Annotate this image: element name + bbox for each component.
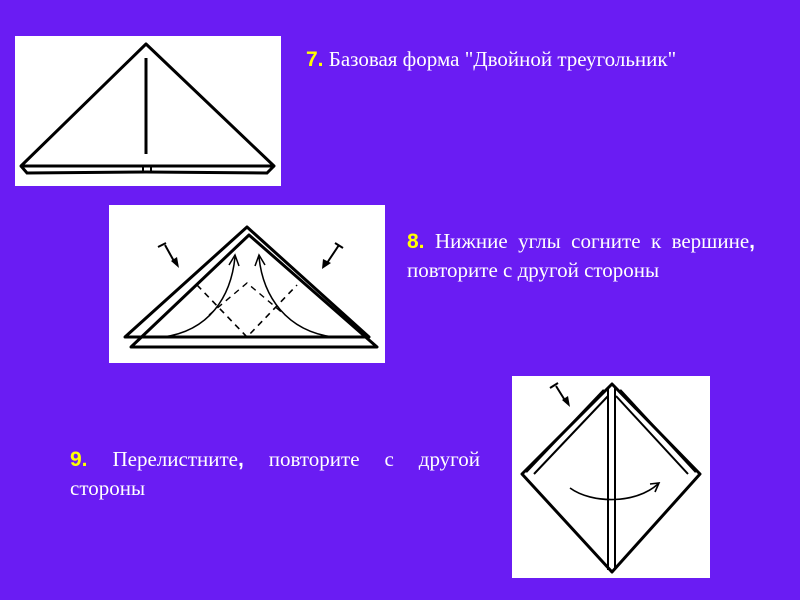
step-separator: , [237, 448, 244, 471]
step-7-caption [306, 45, 686, 74]
step-separator: , [749, 230, 755, 253]
step-8-caption [407, 227, 755, 285]
fold-bottom-corners-illustration [109, 205, 385, 363]
step-text: Базовая форма "Двойной треугольник" [328, 47, 677, 71]
fold-arrow-icon [550, 383, 570, 407]
fold-arrow-icon [322, 243, 343, 269]
step-text: Перелистните [112, 447, 238, 471]
step-number: 8. [407, 230, 425, 253]
flip-layers-illustration [512, 376, 710, 578]
step-9-caption [70, 445, 480, 503]
fold-arrow-icon [158, 243, 179, 268]
step-number: 9. [70, 448, 88, 471]
step-text-continuation: повторите с другой стороны [70, 447, 480, 500]
step-text-continuation: повторите с другой стороны [407, 258, 660, 282]
double-triangle-base-form-illustration [15, 36, 281, 186]
step-8-diagram [109, 205, 385, 363]
step-9-diagram [512, 376, 710, 578]
step-text: Нижние углы согните к вершине [434, 229, 750, 253]
step-7-diagram [15, 36, 281, 186]
step-number: 7. [306, 48, 324, 71]
